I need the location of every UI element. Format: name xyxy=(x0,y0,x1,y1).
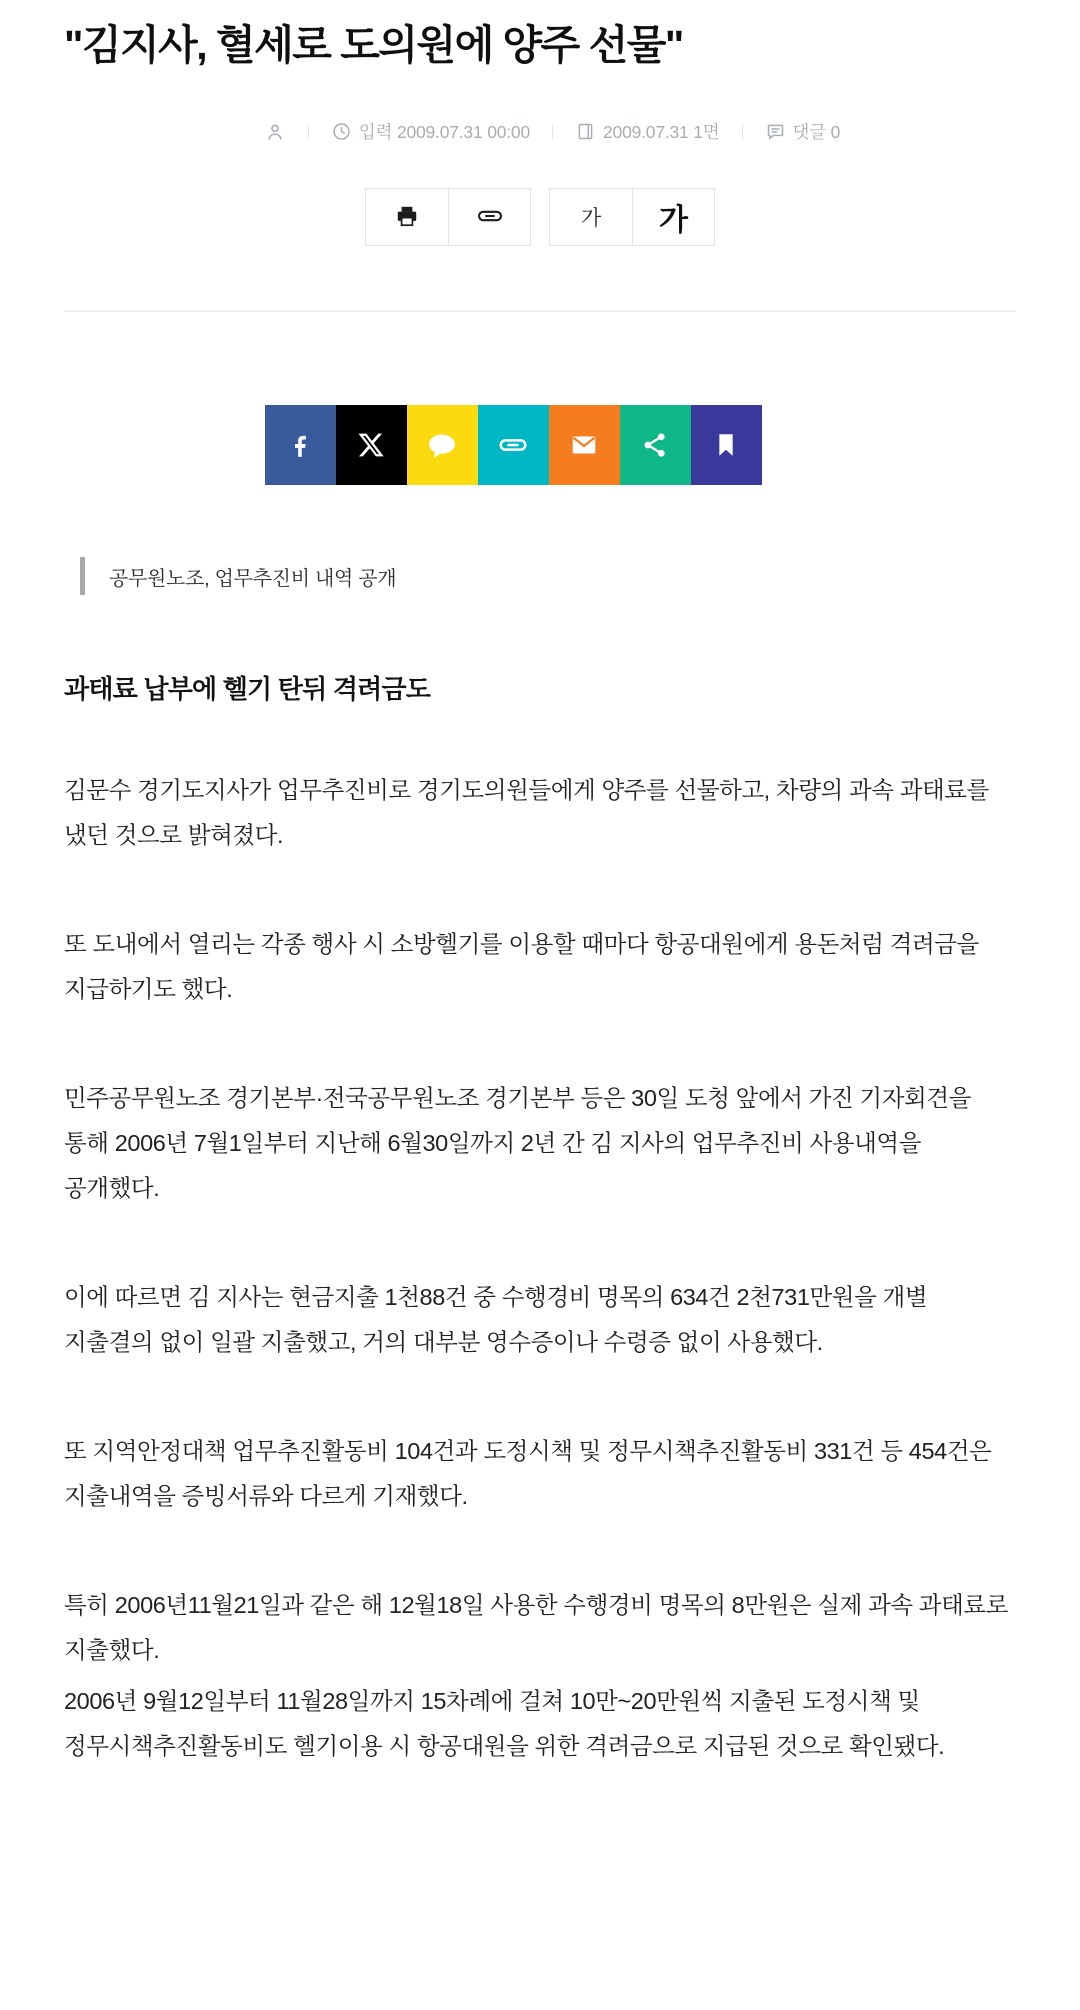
published-time xyxy=(331,119,530,144)
article-page xyxy=(0,20,1080,1769)
comments-label: 댓글 0 xyxy=(792,122,841,143)
comments-count[interactable] xyxy=(765,119,841,144)
article-paragraph: 민주공무원노조 경기본부·전국공무원노조 경기본부 등은 30일 도청 앞에서 가진 기자회견을 통해 2006년 7월1일부터 지난해 6월30일까지 2년 간 김 지사의 업무추진비 사용내역을 공개했다. xyxy=(64,1085,971,1202)
article-paragraph: 이에 따르면 김 지사는 현금지출 1천88건 중 수행경비 명목의 634건 2천731만원을 개별 지출결의 없이 일괄 지출했고, 거의 대부분 영수증이나 수령증 없이 사용했다. xyxy=(64,1284,928,1356)
font-size-button-group xyxy=(549,188,715,246)
share-facebook-button[interactable] xyxy=(265,405,336,485)
meta-separator xyxy=(742,125,743,139)
link-icon xyxy=(476,202,504,233)
article-title: "김지사, 혈세로 도의원에 양주 선물" xyxy=(64,22,683,68)
article-body xyxy=(64,768,1016,1769)
font-small-label: 가 xyxy=(580,207,602,231)
email-icon xyxy=(569,430,599,460)
article-toolbar xyxy=(64,188,1016,246)
newspaper-page-icon xyxy=(575,121,596,142)
article-paragraph: 김문수 경기도지사가 업무추진비로 경기도의원들에게 양주를 선물하고, 차량의 과속 과태료를 냈던 것으로 밝혀졌다. xyxy=(64,777,989,849)
article-quote xyxy=(80,557,1016,595)
share-x-button[interactable] xyxy=(336,405,407,485)
kakaotalk-icon xyxy=(427,430,457,460)
share-kakaotalk-button[interactable] xyxy=(407,405,478,485)
print-button[interactable] xyxy=(366,189,448,245)
print-link-button-group xyxy=(365,188,531,246)
quote-text: 공무원노조, 업무추진비 내역 공개 xyxy=(109,567,397,590)
quote-bar-decoration xyxy=(80,557,85,595)
bookmark-icon xyxy=(712,431,740,459)
font-size-increase-button[interactable] xyxy=(632,189,714,245)
share-copy-link-button[interactable] xyxy=(478,405,549,485)
share-bar xyxy=(37,405,989,485)
share-generic-button[interactable] xyxy=(620,405,691,485)
article-paragraph: 특히 2006년11월21일과 같은 해 12월18일 사용한 수행경비 명목의 8만원은 실제 과속 과태료로 지출했다. xyxy=(64,1592,1009,1664)
article-meta xyxy=(76,119,1028,144)
link-icon xyxy=(497,429,529,461)
x-icon xyxy=(357,431,385,459)
article-paragraph: 2006년 9월12일부터 11월28일까지 15차례에 걸쳐 10만~20만원씩 지출된 도정시책 및 정무시책추진활동비도 헬기이용 시 항공대원을 위한 격려금으로 지급된 것으로 확인됐다. xyxy=(64,1688,945,1760)
copy-url-button[interactable] xyxy=(448,189,530,245)
font-large-label: 가 xyxy=(659,204,688,238)
share-nodes-icon xyxy=(640,430,670,460)
comment-icon xyxy=(765,121,786,142)
share-email-button[interactable] xyxy=(549,405,620,485)
facebook-icon xyxy=(285,430,315,460)
clock-icon xyxy=(331,121,352,142)
published-label: 입력 2009.07.31 00:00 xyxy=(358,122,530,143)
printer-icon xyxy=(394,203,420,232)
article-paragraph: 또 도내에서 열리는 각종 행사 시 소방헬기를 이용할 때마다 항공대원에게 용돈처럼 격려금을 지급하기도 했다. xyxy=(64,931,979,1003)
article-paragraph: 또 지역안정대책 업무추진활동비 104건과 도정시책 및 정무시책추진활동비 331건 등 454건은 지출내역을 증빙서류와 다르게 기재했다. xyxy=(64,1438,992,1510)
edition-label: 2009.07.31 1면 xyxy=(603,122,720,143)
meta-separator xyxy=(308,125,309,139)
section-divider xyxy=(64,310,1016,312)
font-size-decrease-button[interactable] xyxy=(550,189,632,245)
paper-edition[interactable] xyxy=(575,119,720,144)
bookmark-button[interactable] xyxy=(691,405,762,485)
meta-separator xyxy=(552,125,553,139)
article-subheading: 과태료 납부에 헬기 탄뒤 격려금도 xyxy=(64,674,431,705)
reporter-icon[interactable] xyxy=(264,121,286,143)
